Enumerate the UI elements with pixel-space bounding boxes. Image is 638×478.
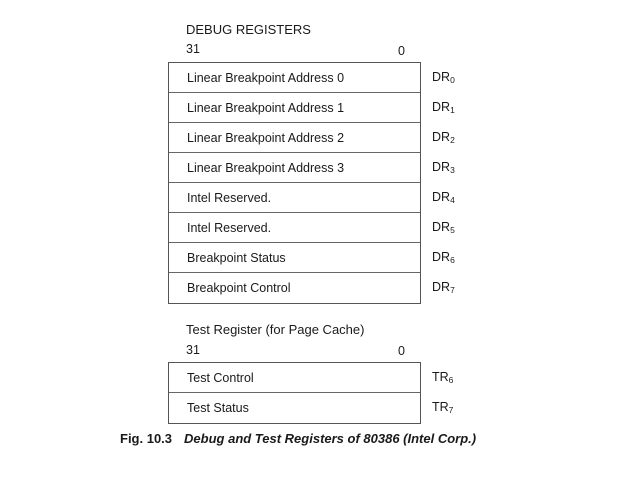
field-label: Linear Breakpoint Address 2: [187, 130, 345, 145]
figure-caption: [120, 431, 476, 446]
test-row-tr6: [169, 363, 420, 393]
test-bit-high: 31: [186, 343, 200, 357]
field-label: Linear Breakpoint Address 1: [187, 100, 345, 115]
test-bit-low: 0: [398, 344, 405, 358]
debug-row-dr6: [169, 243, 420, 273]
field-label: Intel Reserved.: [187, 190, 272, 205]
debug-bit-low: 0: [398, 44, 405, 58]
field-label: Linear Breakpoint Address 0: [187, 70, 345, 85]
debug-row-dr5: [169, 213, 420, 243]
field-label: Intel Reserved.: [187, 220, 272, 235]
debug-registers-title: DEBUG REGISTERS: [186, 22, 311, 37]
register-label-dr4: $DR_4$: [432, 190, 455, 205]
register-label-dr5: $DR_5$: [432, 220, 455, 235]
debug-row-dr0: [169, 63, 420, 93]
field-label: Linear Breakpoint Address 3: [187, 160, 345, 175]
debug-row-dr1: [169, 93, 420, 123]
register-label-dr7: $DR_7$: [432, 280, 455, 295]
test-register-title: Test Register (for Page Cache): [186, 322, 365, 337]
debug-row-dr7: [169, 273, 420, 303]
register-label-dr3: $DR_3$: [432, 160, 455, 175]
register-label-dr0: $DR_0$: [432, 70, 455, 85]
field-label: Breakpoint Status: [187, 250, 286, 265]
register-label-tr6: $TR_6$: [432, 370, 454, 385]
figure-caption-text: Debug and Test Registers of 80386 (Intel Corp.): [184, 431, 477, 446]
test-row-tr7: [169, 393, 420, 423]
register-label-tr7: $TR_7$: [432, 400, 454, 415]
field-label: Test Status: [187, 401, 249, 415]
register-label-dr2: $DR_2$: [432, 130, 455, 145]
field-label: Breakpoint Control: [187, 281, 291, 295]
register-label-dr6: $DR_6$: [432, 250, 455, 265]
debug-row-dr2: [169, 123, 420, 153]
debug-row-dr4: [169, 183, 420, 213]
test-register-table: [168, 362, 421, 424]
debug-bit-high: 31: [186, 42, 200, 56]
debug-register-table: [168, 62, 421, 304]
figure-number: Fig. 10.3: [120, 431, 173, 446]
debug-row-dr3: [169, 153, 420, 183]
field-label: Test Control: [187, 370, 254, 385]
register-label-dr1: $DR_1$: [432, 100, 455, 115]
